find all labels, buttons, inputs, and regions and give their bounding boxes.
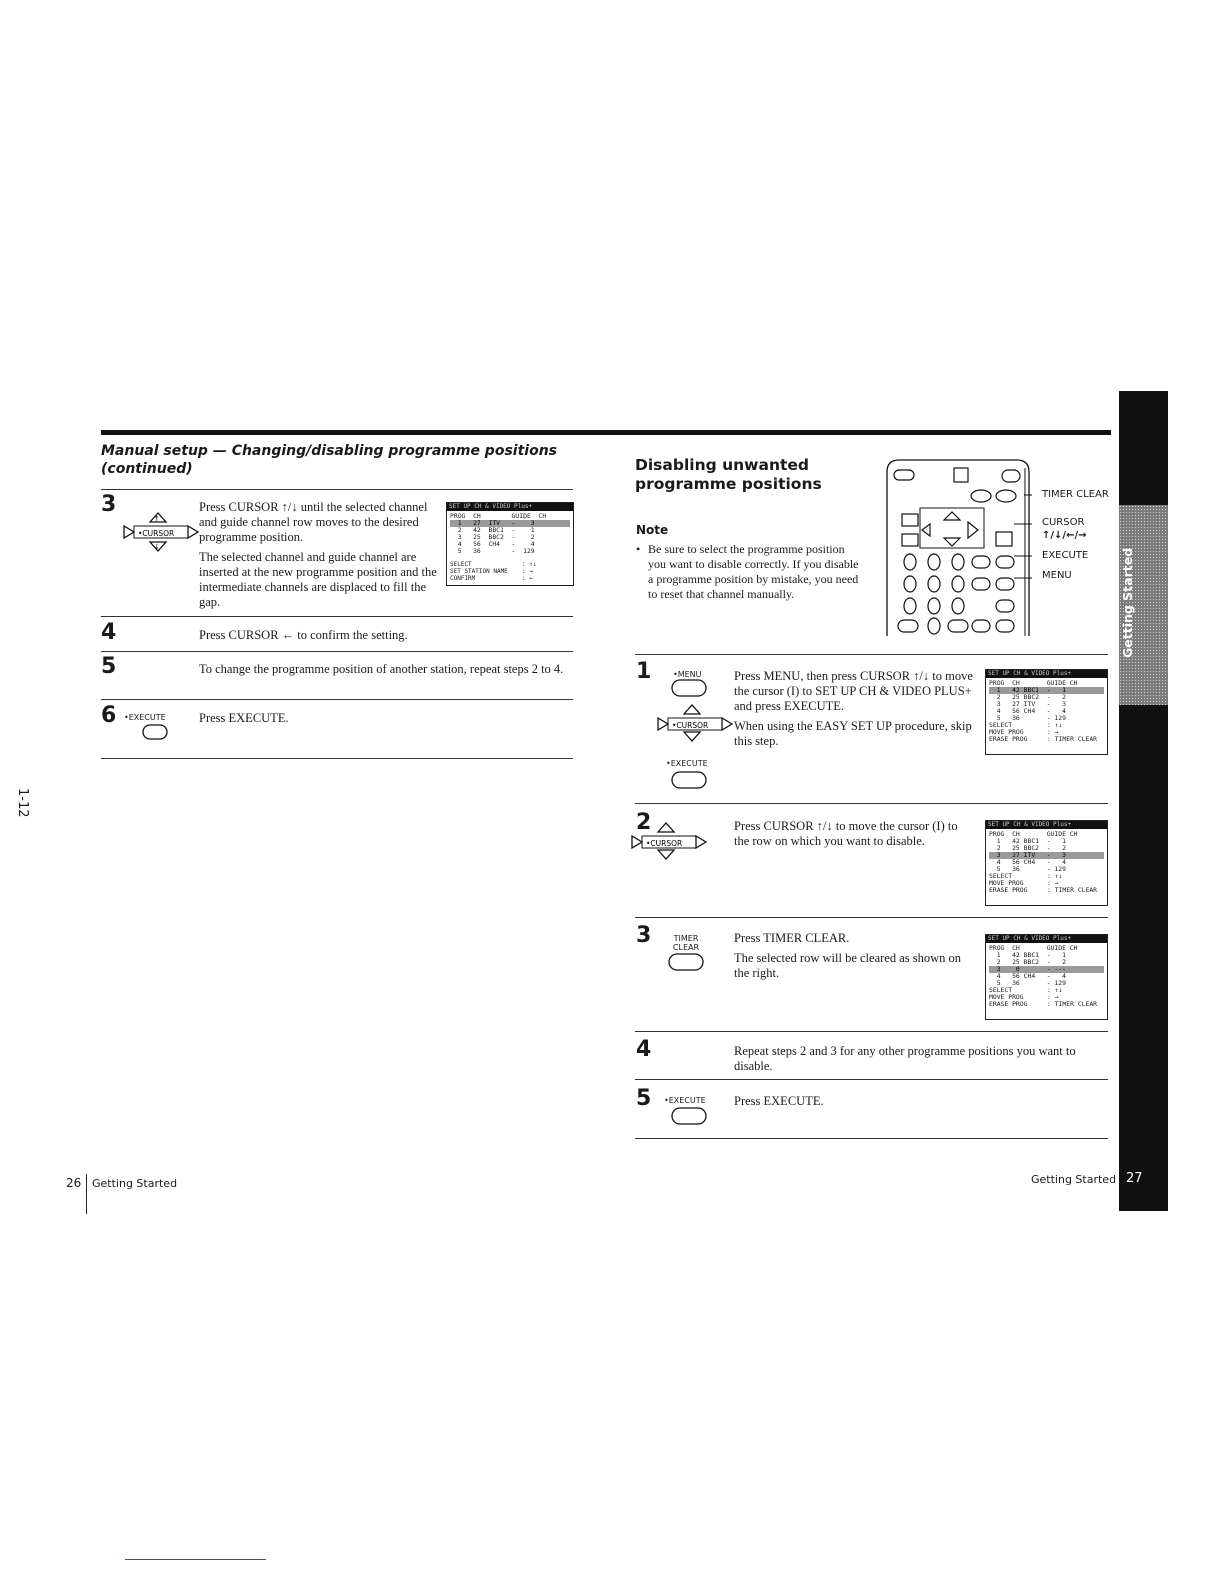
timer-clear-label: TIMER CLEAR	[1042, 489, 1109, 500]
step-text: The selected channel and guide channel are inserted at the new programme position and the intermediate channels are displaced to fill the gap.	[199, 550, 437, 609]
execute-button-icon	[671, 1107, 707, 1125]
screen-footer-key: SET STATION NAME	[450, 568, 508, 575]
side-page-code: 1-12	[15, 788, 30, 818]
divider	[635, 654, 1108, 655]
screen-footer-key: SELECT	[989, 872, 1013, 880]
cursor-label: CURSOR	[1042, 517, 1085, 528]
screen-row: 3 27 ITV - 3	[989, 852, 1104, 859]
screen-header: SET UP CH & VIDEO Plus+	[986, 821, 1107, 829]
step-number: 5	[636, 1086, 652, 1111]
right-heading	[635, 456, 875, 494]
screen-row: 1 27 ITV - 3	[450, 520, 570, 527]
cursor-button-text: •CURSOR	[646, 839, 683, 848]
screen-row: 4 56 CH4 - 4	[989, 972, 1066, 980]
tv-screen-display	[446, 502, 574, 562]
right-step-1-text	[734, 669, 974, 749]
footer-divider	[86, 1174, 87, 1214]
screen-footer-key: SELECT	[450, 561, 472, 568]
screen-footer-value: : ↑↓	[1047, 986, 1063, 994]
screen-row: 2 25 BBC2 - 2	[989, 693, 1066, 701]
execute-button-label: •EXECUTE	[664, 1096, 706, 1105]
cursor-pad-icon	[624, 820, 708, 870]
divider	[635, 803, 1108, 804]
step-6-text: Press EXECUTE.	[199, 711, 289, 725]
divider	[635, 917, 1108, 918]
step-4-text: Press CURSOR ← to confirm the setting.	[199, 628, 408, 642]
cursor-pad-icon	[650, 702, 734, 752]
screen-footer-value: : →	[1047, 993, 1059, 1001]
screen-footer-key: MOVE PROG	[989, 728, 1024, 736]
screen-header: SET UP CH & VIDEO Plus+	[447, 503, 573, 511]
screen-row: 3 27 ITV - 3	[989, 700, 1066, 708]
screen-row: 1 42 BBC1 - 1	[989, 837, 1066, 845]
note-text: Be sure to select the programme position you want to disable correctly. If you disable a programme position by mistake, you need to reset that channel manually.	[648, 542, 859, 601]
step-number: 5	[101, 654, 117, 679]
page-number-left: 26	[66, 1176, 82, 1190]
divider	[101, 616, 573, 617]
screen-footer-value: : →	[522, 568, 533, 575]
screen-row: 4 56 CH4 - 4	[450, 540, 535, 548]
bullet-icon: •	[636, 542, 641, 556]
step-3-text	[199, 500, 437, 610]
screen-row: 5 36 - 129	[989, 865, 1066, 873]
screen-footer-value: : ←	[522, 575, 533, 582]
screen-row: 4 56 CH4 - 4	[989, 858, 1066, 866]
bottom-rule	[125, 1559, 266, 1560]
step-number: 6	[101, 703, 117, 728]
screen-footer-key: SELECT	[989, 721, 1013, 729]
menu-button-label: •MENU	[673, 670, 702, 679]
divider	[101, 489, 573, 490]
menu-label: MENU	[1042, 570, 1072, 581]
execute-button-icon	[142, 724, 168, 740]
section-title	[101, 442, 581, 478]
step-number: 3	[636, 923, 652, 948]
divider	[635, 1031, 1108, 1032]
right-step-4-text: Repeat steps 2 and 3 for any other programme positions you want to disable.	[734, 1044, 1076, 1073]
screen-row: 5 36 - 129	[989, 714, 1066, 722]
screen-footer-key: ERASE PROG	[989, 1000, 1028, 1008]
step-number: 4	[636, 1037, 652, 1062]
screen-footer-key: MOVE PROG	[989, 993, 1024, 1001]
divider	[635, 1138, 1108, 1139]
screen-col-headers: PROG CH GUIDE CH	[450, 512, 547, 520]
timer-clear-button-icon	[668, 953, 704, 971]
tv-screen-display	[985, 669, 1108, 755]
screen-footer-value: : →	[1047, 728, 1059, 736]
screen-col-headers: PROG CH GUIDE CH	[989, 679, 1078, 687]
tv-screen-display	[985, 820, 1108, 906]
step-text: The selected row will be cleared as shown on the right.	[734, 951, 962, 980]
screen-col-headers: PROG CH GUIDE CH	[989, 944, 1078, 952]
svg-text:↑: ↑	[154, 515, 160, 523]
section-subtitle: (continued)	[101, 461, 193, 477]
step-text: Press TIMER CLEAR.	[734, 931, 850, 945]
remote-control-illustration	[884, 458, 1032, 636]
step-text: Press CURSOR ↑/↓ until the selected channel and guide channel row moves to the desired programme position.	[199, 500, 428, 544]
heading-line: programme positions	[635, 475, 822, 493]
screen-row: 2 42 BBC1 - 1	[450, 526, 535, 534]
divider	[635, 1079, 1108, 1080]
screen-footer-value: : TIMER CLEAR	[1047, 1000, 1098, 1008]
screen-footer-value: : TIMER CLEAR	[1047, 735, 1098, 743]
screen-col-headers: PROG CH GUIDE CH	[989, 830, 1078, 838]
divider	[101, 651, 573, 652]
menu-button-icon	[671, 679, 707, 697]
footer-label-left: Getting Started	[92, 1177, 178, 1190]
timer-clear-button-label: TIMER CLEAR	[672, 934, 700, 952]
cursor-pad-icon	[116, 508, 200, 566]
divider	[101, 758, 573, 759]
screen-footer-value: : TIMER CLEAR	[1047, 886, 1098, 894]
screen-row: 1 42 BBC1 - 1	[989, 951, 1066, 959]
step-text: Press MENU, then press CURSOR ↑/↓ to move the cursor (I) to SET UP CH & VIDEO PLUS+ and press EXECUTE.	[734, 669, 973, 713]
screen-footer-key: SELECT	[989, 986, 1013, 994]
step-text: When using the EASY SET UP procedure, skip this step.	[734, 719, 972, 748]
top-rule	[101, 430, 1111, 435]
screen-footer-value: : ↑↓	[1047, 872, 1063, 880]
screen-row: 5 36 - 129	[989, 979, 1066, 987]
cursor-button-text: •CURSOR	[672, 721, 709, 730]
divider	[101, 699, 573, 700]
screen-footer-key: ERASE PROG	[989, 735, 1028, 743]
tv-screen-display	[985, 934, 1108, 1020]
cursor-arrows-label: ↑/↓/←/→	[1042, 530, 1087, 541]
screen-row: 3 0 - ---	[989, 966, 1104, 973]
screen-row: 2 25 BBC2 - 2	[989, 958, 1066, 966]
screen-header: SET UP CH & VIDEO Plus+	[986, 935, 1107, 943]
screen-row: 1 42 BBC1 - 1	[989, 687, 1104, 694]
note-body	[636, 542, 861, 602]
svg-text:↓: ↓	[154, 543, 160, 551]
execute-button-label: •EXECUTE	[124, 713, 166, 722]
right-step-2-text: Press CURSOR ↑/↓ to move the cursor (I) to the row on which you want to disable.	[734, 819, 958, 848]
step-number: 1	[636, 659, 652, 684]
screen-footer-value: : ↑↓	[522, 561, 537, 568]
screen-footer-value: : ↑↓	[1047, 721, 1063, 729]
screen-header: SET UP CH & VIDEO Plus+	[986, 670, 1107, 678]
step-5-text: To change the programme position of another station, repeat steps 2 to 4.	[199, 662, 564, 676]
step-number: 4	[101, 620, 117, 645]
side-tab-label: Getting Started	[1120, 547, 1135, 659]
tv-screen-footer	[446, 560, 574, 586]
execute-button-icon	[671, 771, 707, 789]
screen-row: 5 36 - 129	[450, 547, 535, 555]
svg-text:•CURSOR: •CURSOR	[138, 529, 175, 538]
execute-label: EXECUTE	[1042, 550, 1089, 561]
execute-button-label: •EXECUTE	[666, 759, 708, 768]
screen-row: 2 25 BBC2 - 2	[989, 844, 1066, 852]
right-step-5-text: Press EXECUTE.	[734, 1094, 824, 1108]
screen-footer-key: ERASE PROG	[989, 886, 1028, 894]
step-number: 3	[101, 492, 117, 517]
screen-footer-key: CONFIRM	[450, 575, 476, 582]
page-number-right: 27	[1126, 1171, 1143, 1186]
step-number: 2	[636, 810, 652, 835]
right-step-3-text	[734, 931, 969, 981]
note-title: Note	[636, 523, 669, 537]
section-title-text: Manual setup — Changing/disabling programme positions	[101, 443, 557, 459]
screen-row: 3 25 BBC2 - 2	[450, 533, 535, 541]
screen-footer-value: : →	[1047, 879, 1059, 887]
screen-footer-key: MOVE PROG	[989, 879, 1024, 887]
screen-row: 4 56 CH4 - 4	[989, 707, 1066, 715]
heading-line: Disabling unwanted	[635, 456, 810, 474]
footer-label-right: Getting Started	[1031, 1173, 1117, 1186]
